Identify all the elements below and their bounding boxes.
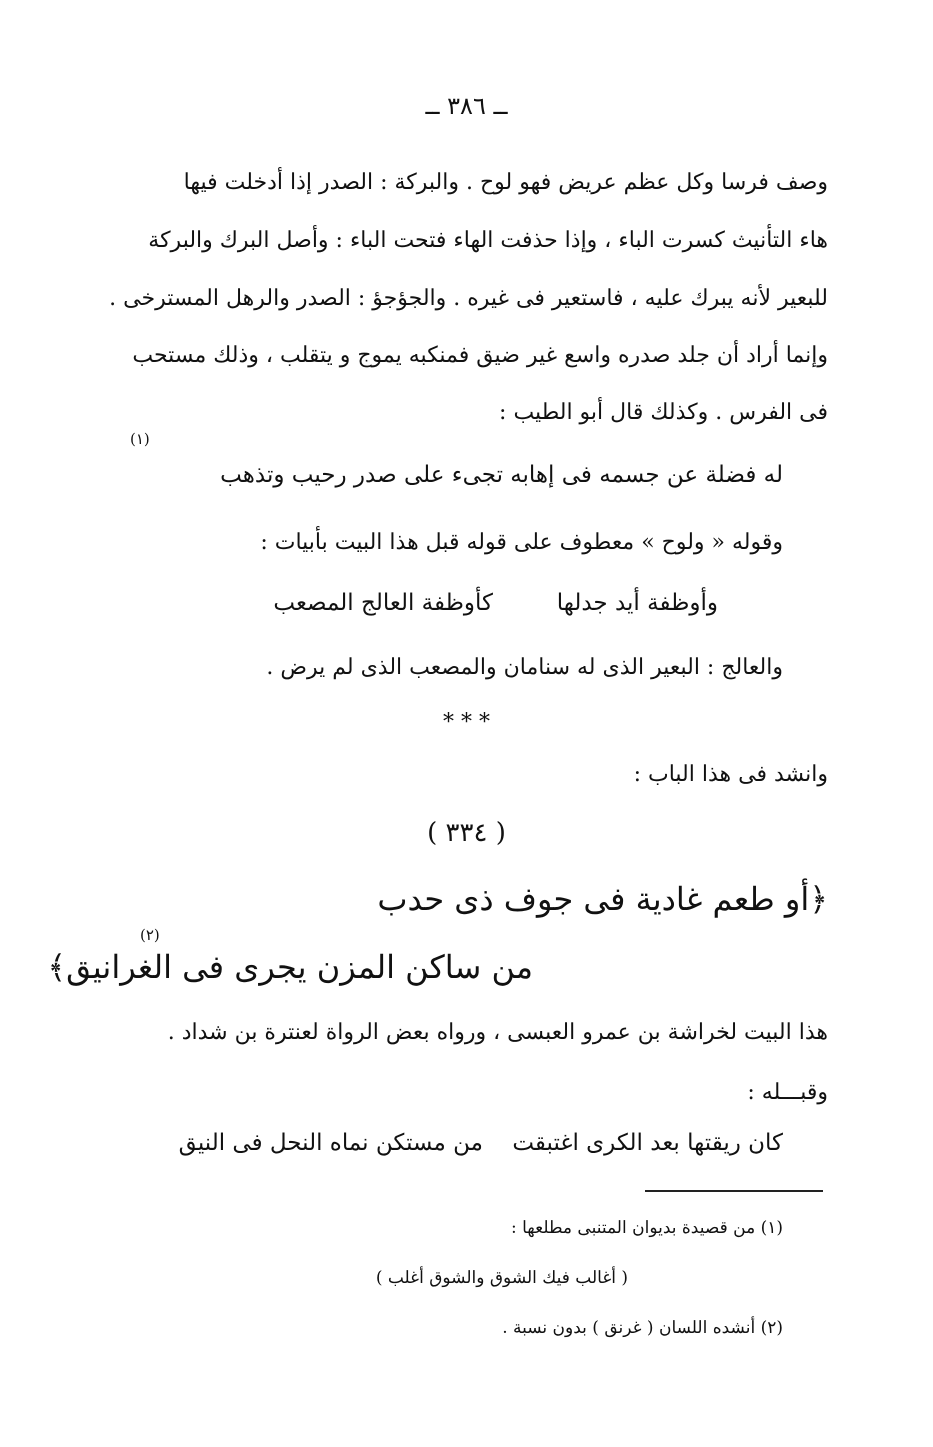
intro-line: وانشد فى هذا الباب : — [633, 762, 828, 787]
before-label: وقبـــله : — [747, 1080, 828, 1105]
verse3-second-hemistich: من مستكن نماه النحل فى النيق — [178, 1130, 483, 1156]
footnote-mark-1: (١) — [130, 430, 150, 448]
gloss-line: والعالج : البعير الذى له سنامان والمصعب الذى لم يرض . — [266, 655, 783, 680]
attribution-line: هذا البيت لخراشة بن عمرو العبسى ، ورواه بعض الرواة لعنترة بن شداد . — [167, 1020, 828, 1045]
footnote-divider — [645, 1190, 823, 1192]
verse2-second-hemistich: كأوظفة العالج المصعب — [273, 590, 493, 616]
footnote-2: (٢) أنشده اللسان ( غرنق ) بدون نسبة . — [502, 1318, 783, 1338]
line-after-verse1: وقوله « ولوح » معطوف على قوله قبل هذا البيت بأبيات : — [260, 530, 783, 555]
footnote-1: (١) من قصيدة بديوان المتنبى مطلعها : — [510, 1218, 783, 1238]
footnote-1-verse: ( أغالب فيك الشوق والشوق أغلب ) — [375, 1268, 628, 1288]
page-number: ــ ٣٨٦ ــ — [425, 92, 508, 120]
paragraph-line-4: وإنما أراد أن جلد صدره واسع غير ضيق فمنكبه يموج و يتقلب ، وذلك مستحب — [132, 343, 828, 368]
verse2-first-hemistich: وأوظفة أيد جدلها — [556, 590, 718, 616]
verse1-second-hemistich: تجىء على صدر رحيب وتذهب — [220, 462, 503, 488]
main-verse-line-1: ﴿أو طعم غادية فى جوف ذى حدب — [377, 880, 828, 918]
verse3-first-hemistich: كان ريقتها بعد الكرى اغتبقت — [512, 1130, 783, 1156]
main-verse-line-2: من ساكن المزن يجرى فى الغرانيق﴾ — [47, 948, 533, 986]
paragraph-line-2: هاء التأنيث كسرت الباء ، وإذا حذفت الهاء فتحت الباء : وأصل البرك والبركة — [148, 228, 828, 253]
paragraph-line-1: وصف فرسا وكل عظم عريض فهو لوح . والبركة : الصدر إذا أدخلت فيها — [183, 170, 828, 195]
footnote-mark-2: (٢) — [140, 926, 160, 944]
paragraph-line-5: فى الفرس . وكذلك قال أبو الطيب : — [499, 400, 828, 425]
poem-number: ( ٣٣٤ ) — [427, 818, 506, 848]
verse1-first-hemistich: له فضلة عن جسمه فى إهابه — [510, 462, 783, 488]
paragraph-line-3: للبعير لأنه يبرك عليه ، فاستعير فى غيره . والجؤجؤ : الصدر والرهل المسترخى . — [109, 286, 828, 311]
section-separator: * * * — [443, 710, 490, 735]
